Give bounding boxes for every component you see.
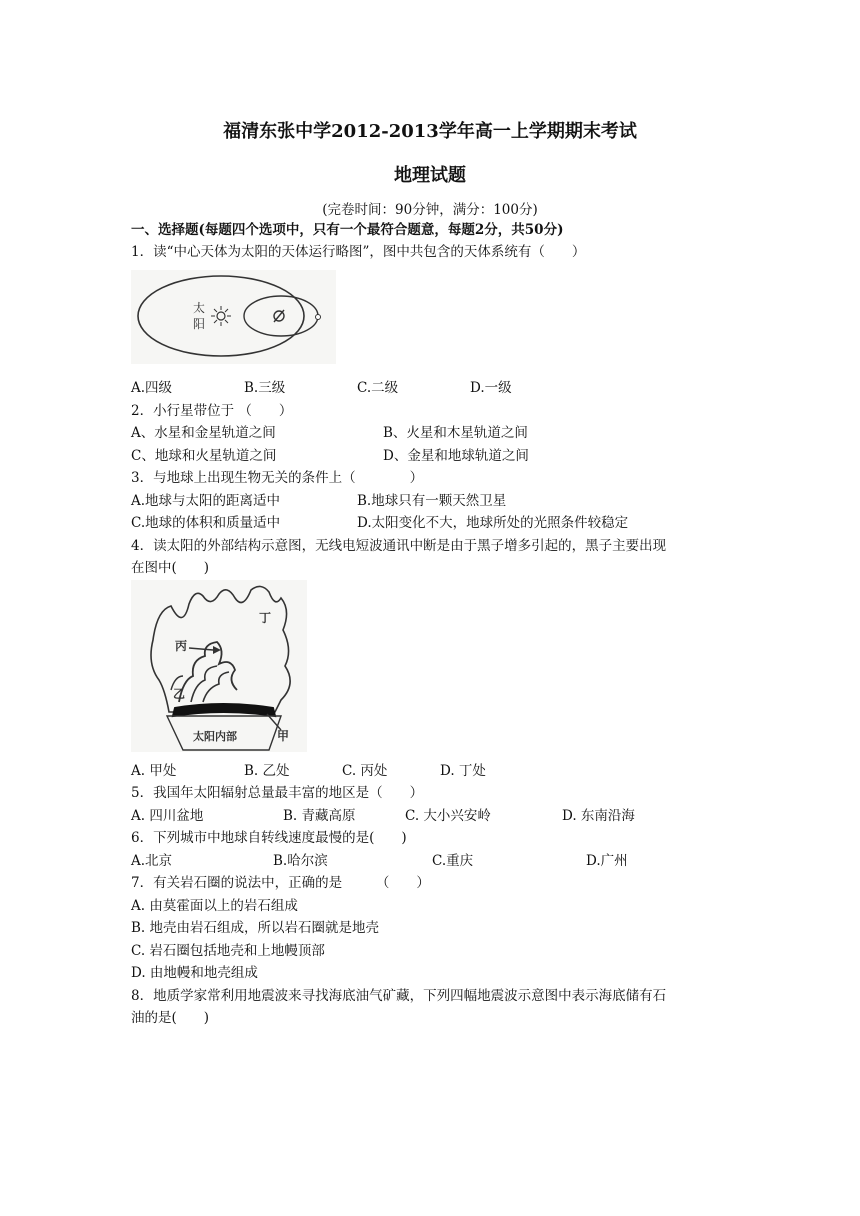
question-2-stem: 2．小行星带位于 （ ） <box>131 403 293 419</box>
q3-option-b[interactable]: B.地球只有一颗天然卫星 <box>357 493 507 509</box>
q1-option-c[interactable]: C.二级 <box>357 380 399 396</box>
exam-info: (完卷时间：90分钟，满分：100分) <box>322 202 538 218</box>
bing-arrow <box>189 648 213 650</box>
q3-option-a[interactable]: A.地球与太阳的距离适中 <box>131 493 281 509</box>
sun-structure-figure <box>131 580 307 752</box>
label-ding: 丁 <box>259 611 272 625</box>
question-1-stem: 1．读“中心天体为太阳的天体运行略图”，图中共包含的天体系统有（ ） <box>131 244 586 260</box>
solar-orbit-diagram <box>131 270 336 364</box>
label-sun-interior: 太阳内部 <box>193 730 237 743</box>
sun-atmosphere-diagram <box>131 580 307 752</box>
moon-icon <box>316 315 321 320</box>
q2-option-b[interactable]: B、火星和木星轨道之间 <box>383 425 528 441</box>
q5-option-d[interactable]: D. 东南沿海 <box>562 808 635 824</box>
question-3-stem: 3．与地球上出现生物无关的条件上（ ） <box>131 470 424 486</box>
exam-title: 福清东张中学2012-2013学年高一上学期期末考试 <box>223 121 637 142</box>
q3-option-c[interactable]: C.地球的体积和质量适中 <box>131 515 281 531</box>
question-8-stem-line2: 油的是( ) <box>131 1010 210 1026</box>
question-4-stem-line2: 在图中( ) <box>131 560 210 576</box>
question-8-stem-line1: 8．地质学家常利用地震波来寻找海底油气矿藏，下列四幅地震波示意图中表示海底储有石 <box>131 988 667 1004</box>
q1-option-b[interactable]: B.三级 <box>244 380 286 396</box>
label-jia: 甲 <box>277 729 290 743</box>
exam-subtitle: 地理试题 <box>394 165 466 186</box>
q1-option-d[interactable]: D.一级 <box>470 380 512 396</box>
prominence-line-2 <box>191 666 217 702</box>
q2-option-a[interactable]: A、水星和金星轨道之间 <box>131 425 276 441</box>
section-heading: 一、选择题(每题四个选项中，只有一个最符合题意，每题2分，共50分) <box>131 222 564 238</box>
q1-option-a[interactable]: A.四级 <box>131 380 173 396</box>
q7-option-a[interactable]: A. 由莫霍面以上的岩石组成 <box>131 898 298 914</box>
q4-option-d[interactable]: D. 丁处 <box>440 763 486 779</box>
question-7-stem: 7．有关岩石圈的说法中，正确的是 （ ） <box>131 875 430 891</box>
q6-option-c[interactable]: C.重庆 <box>432 853 474 869</box>
label-bing: 丙 <box>175 639 188 653</box>
solar-system-figure <box>131 270 336 364</box>
q3-option-d[interactable]: D.太阳变化不大，地球所处的光照条件较稳定 <box>357 515 629 531</box>
q4-option-a[interactable]: A. 甲处 <box>131 763 177 779</box>
q7-option-c[interactable]: C. 岩石圈包括地壳和上地幔顶部 <box>131 943 325 959</box>
q6-option-b[interactable]: B.哈尔滨 <box>273 853 328 869</box>
q2-option-c[interactable]: C、地球和火星轨道之间 <box>131 448 277 464</box>
earth-icon <box>274 310 284 322</box>
prominence-line-3 <box>203 672 229 702</box>
sun-icon <box>211 306 231 326</box>
label-yi: 乙 <box>173 687 186 701</box>
sun-label-1: 太 <box>193 301 206 315</box>
q6-option-a[interactable]: A.北京 <box>131 853 173 869</box>
q5-option-c[interactable]: C. 大小兴安岭 <box>405 808 491 824</box>
q2-option-d[interactable]: D、金星和地球轨道之间 <box>383 448 529 464</box>
q5-option-a[interactable]: A. 四川盆地 <box>131 808 204 824</box>
q7-option-d[interactable]: D. 由地幔和地壳组成 <box>131 965 258 981</box>
sun-label-2: 阳 <box>193 317 206 331</box>
q5-option-b[interactable]: B. 青藏高原 <box>283 808 356 824</box>
q4-option-c[interactable]: C. 丙处 <box>342 763 388 779</box>
question-6-stem: 6．下列城市中地球自转线速度最慢的是( ) <box>131 830 407 846</box>
photosphere-band <box>173 704 275 716</box>
question-4-stem-line1: 4．读太阳的外部结构示意图，无线电短波通讯中断是由于黑子增多引起的，黑子主要出现 <box>131 538 667 554</box>
q6-option-d[interactable]: D.广州 <box>586 853 628 869</box>
q7-option-b[interactable]: B. 地壳由岩石组成，所以岩石圈就是地壳 <box>131 920 380 936</box>
moon-orbit <box>244 296 318 336</box>
question-5-stem: 5．我国年太阳辐射总量最丰富的地区是（ ） <box>131 785 424 801</box>
q4-option-b[interactable]: B. 乙处 <box>244 763 290 779</box>
